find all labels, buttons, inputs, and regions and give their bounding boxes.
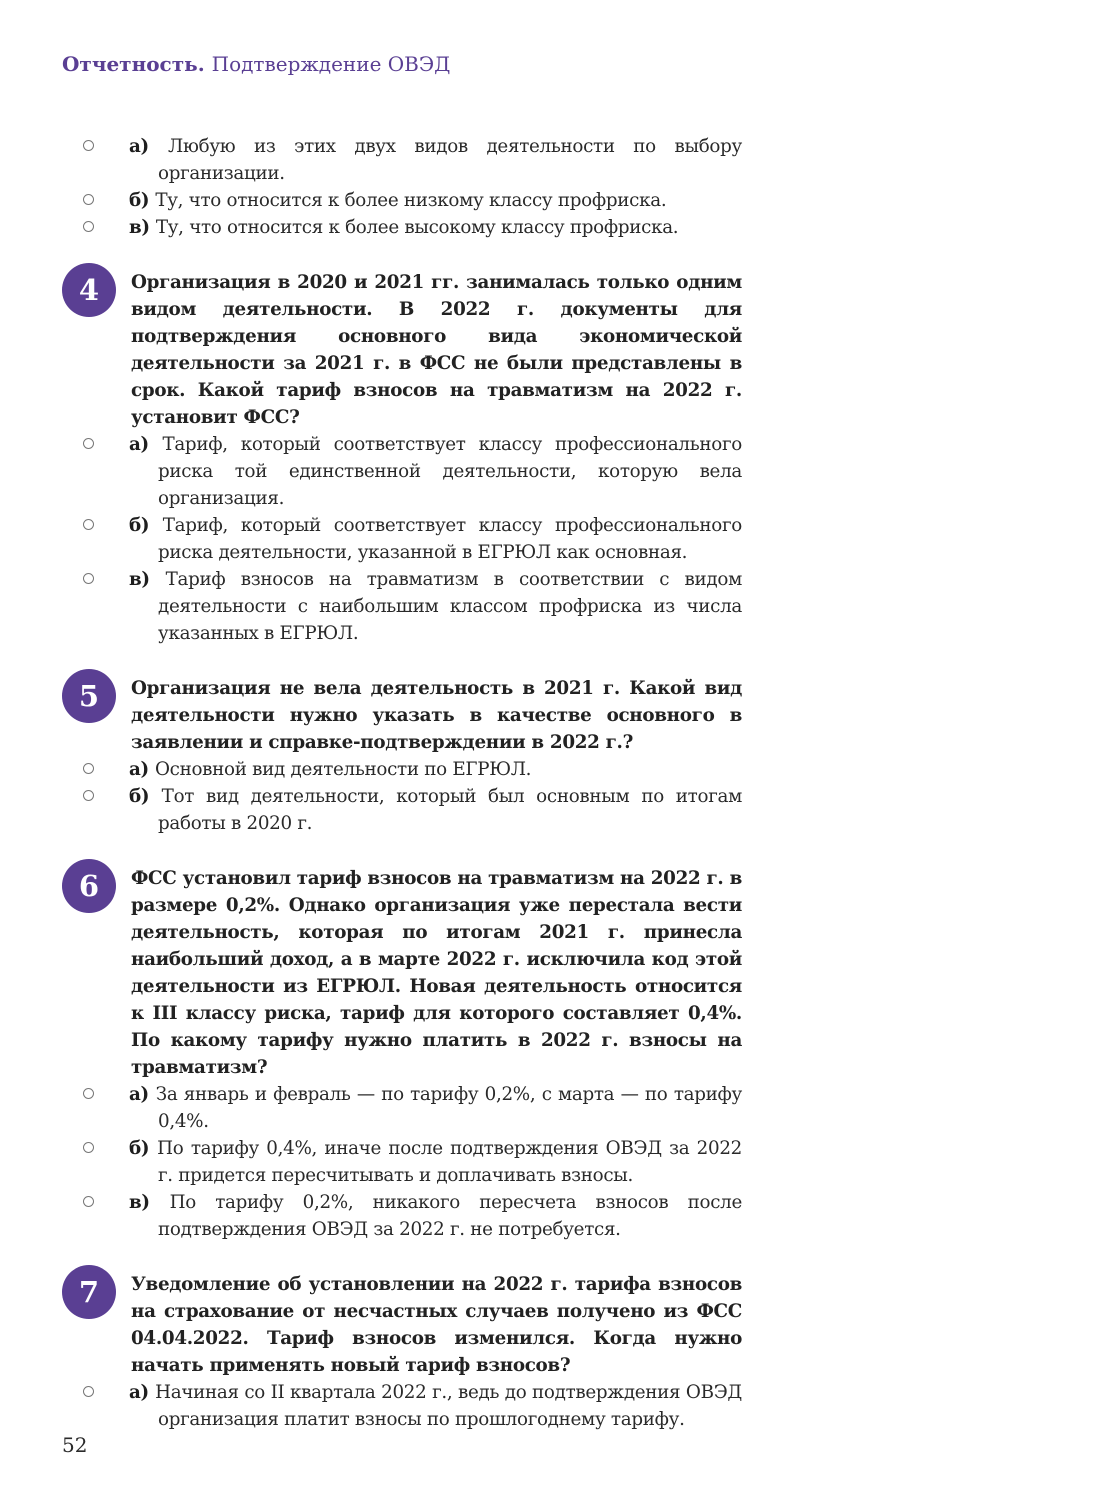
question-text: Уведомление об установлении на 2022 г. тарифа взносов на страхование от несчастных случаев получено из ФСС 04.04.2022. Тариф взносов изменился. Когда нужно начать применять новый тариф взносов? — [131, 1274, 742, 1376]
answer-option[interactable] — [62, 783, 742, 837]
option-letter: а) — [129, 1084, 156, 1105]
question-7 — [62, 1271, 742, 1379]
question-list — [62, 133, 742, 1433]
option-text: По тарифу 0,2%, никакого пересчета взносов после подтверждения ОВЭД за 2022 г. не потребуется. — [158, 1192, 742, 1240]
option-text: Любую из этих двух видов деятельности по выбору организации. — [158, 136, 742, 184]
answer-option[interactable] — [62, 133, 742, 187]
option-text: По тарифу 0,4%, иначе после подтверждения ОВЭД за 2022 г. придется пересчитывать и доплачивать взносы. — [157, 1138, 743, 1186]
answer-option[interactable] — [62, 187, 742, 214]
question-number-badge: 5 — [62, 669, 116, 723]
header-section: Отчетность. — [62, 52, 212, 76]
continued-options — [62, 133, 742, 241]
option-letter: б) — [129, 515, 163, 536]
question-number-badge: 6 — [62, 859, 116, 913]
option-letter: а) — [129, 136, 169, 157]
option-letter: в) — [129, 569, 166, 590]
question-5 — [62, 675, 742, 756]
answer-option[interactable] — [62, 566, 742, 647]
radio-icon[interactable] — [83, 573, 94, 584]
option-text: За январь и февраль — по тарифу 0,2%, с марта — по тарифу 0,4%. — [155, 1084, 742, 1132]
radio-icon[interactable] — [83, 763, 94, 774]
answer-option[interactable] — [62, 1189, 742, 1243]
question-text: ФСС установил тариф взносов на травматизм на 2022 г. в размере 0,2%. Однако организация уже перестала вести деятельность, которая по итогам 2021 г. принесла наибольший доход, а в марте 2022 г. исключила код этой деятельности из ЕГРЮЛ. Новая деятельность относится к III классу риска, тариф для которого составляет 0,4%. По какому тарифу нужно платить в 2022 г. взносы на травматизм? — [131, 868, 742, 1078]
radio-icon[interactable] — [83, 1196, 94, 1207]
option-letter: а) — [129, 1382, 156, 1403]
option-letter: б) — [129, 190, 156, 211]
question-4 — [62, 269, 742, 431]
option-letter: в) — [129, 217, 156, 238]
radio-icon[interactable] — [83, 221, 94, 232]
radio-icon[interactable] — [83, 1088, 94, 1099]
answer-option[interactable] — [62, 1379, 742, 1433]
answer-option[interactable] — [62, 1081, 742, 1135]
question-number-badge: 7 — [62, 1265, 116, 1319]
question-text: Организация в 2020 и 2021 гг. занималась только одним видом деятельности. В 2022 г. документы для подтверждения основного вида экономической деятельности за 2021 г. в ФСС не были представлены в срок. Какой тариф взносов на травматизм на 2022 г. установит ФСС? — [131, 272, 742, 428]
option-text: Ту, что относится к более низкому классу профриска. — [155, 190, 667, 211]
header-topic: Подтверждение ОВЭД — [211, 52, 451, 76]
option-text: Тариф, который соответствует классу профессионального риска той единственной деятельности, которую вела организация. — [158, 434, 742, 509]
answer-option[interactable] — [62, 214, 742, 241]
page-number: 52 — [62, 1433, 88, 1457]
question-6 — [62, 865, 742, 1081]
option-text: Тот вид деятельности, который был основным по итогам работы в 2020 г. — [158, 786, 742, 834]
radio-icon[interactable] — [83, 1142, 94, 1153]
radio-icon[interactable] — [83, 1386, 94, 1397]
option-text: Начиная со II квартала 2022 г., ведь до подтверждения ОВЭД организация платит взносы по прошлогоднему тарифу. — [155, 1382, 742, 1430]
option-letter: б) — [129, 786, 162, 807]
option-letter: б) — [129, 1138, 158, 1159]
radio-icon[interactable] — [83, 790, 94, 801]
answer-option[interactable] — [62, 756, 742, 783]
question-text: Организация не вела деятельность в 2021 г. Какой вид деятельности нужно указать в качестве основного в заявлении и справке-подтверждении в 2022 г.? — [131, 678, 742, 753]
option-text: Ту, что относится к более высокому классу профриска. — [155, 217, 679, 238]
radio-icon[interactable] — [83, 438, 94, 449]
option-text: Тариф взносов на травматизм в соответствии с видом деятельности с наибольшим классом профриска из числа указанных в ЕГРЮЛ. — [158, 569, 742, 644]
option-text: Тариф, который соответствует классу профессионального риска деятельности, указанной в ЕГРЮЛ как основная. — [158, 515, 742, 563]
option-letter: в) — [129, 1192, 170, 1213]
answer-option[interactable] — [62, 512, 742, 566]
option-letter: а) — [129, 759, 155, 780]
radio-icon[interactable] — [83, 140, 94, 151]
radio-icon[interactable] — [83, 194, 94, 205]
radio-icon[interactable] — [83, 519, 94, 530]
running-header — [62, 52, 450, 76]
option-letter: а) — [129, 434, 163, 455]
option-text: Основной вид деятельности по ЕГРЮЛ. — [154, 759, 532, 780]
answer-option[interactable] — [62, 1135, 742, 1189]
answer-option[interactable] — [62, 431, 742, 512]
question-number-badge: 4 — [62, 263, 116, 317]
